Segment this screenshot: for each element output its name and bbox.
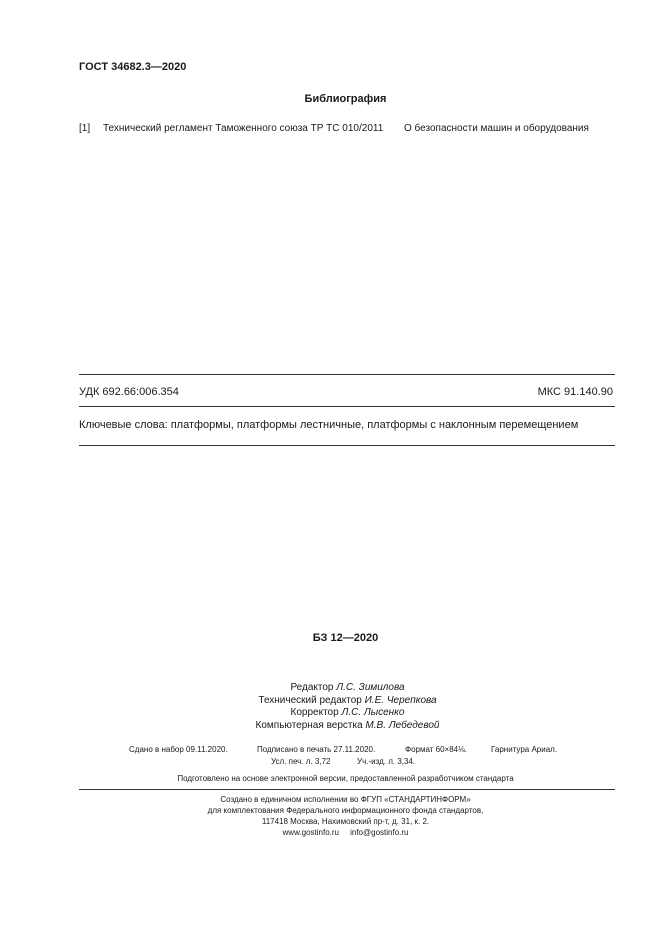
print-font: Гарнитура Ариал.	[491, 745, 558, 754]
bibliography-entry-title: О безопасности машин и оборудования	[404, 123, 589, 134]
divider-bottom	[79, 445, 615, 446]
credit-tech-editor: Технический редактор И.Е. Черепкова	[258, 694, 437, 706]
credit-proofreader: Корректор Л.С. Лысенко	[290, 707, 405, 718]
divider-top	[79, 374, 615, 375]
print-sheets: Усл. печ. л. 3,72	[271, 757, 331, 766]
bibliography-entry-document: Технический регламент Таможенного союза ТР ТС 010/2011	[103, 123, 384, 134]
credit-editor: Редактор Л.С. Зимилова	[290, 682, 405, 693]
print-signed: Подписано в печать 27.11.2020.	[257, 745, 376, 754]
divider-middle	[79, 406, 615, 407]
print-submitted: Сдано в набор 09.11.2020.	[129, 745, 228, 754]
bibliography-entry-number: [1]	[79, 123, 91, 134]
issue-number: БЗ 12—2020	[312, 632, 379, 644]
publisher-contacts: www.gostinfo.ru info@gostinfo.ru	[282, 828, 409, 837]
publisher-address: 117418 Москва, Нахимовский пр-т, д. 31, к. 2.	[261, 817, 430, 826]
publisher-block	[0, 794, 661, 838]
publisher-line: Создано в единичном исполнении во ФГУП «СТАНДАРТИНФОРМ»	[220, 795, 471, 804]
divider-publisher	[79, 789, 615, 790]
prepared-note: Подготовлено на основе электронной версии, предоставленной разработчиком стандарта	[177, 774, 514, 783]
publisher-sheets: Уч.-изд. л. 3,34.	[357, 757, 416, 766]
standard-code: ГОСТ 34682.3—2020	[79, 61, 187, 73]
mks-code: МКС 91.140.90	[537, 386, 613, 398]
keywords: Ключевые слова: платформы, платформы лестничные, платформы с наклонным перемещением	[79, 419, 579, 431]
print-format: Формат 60×84⅛.	[405, 745, 468, 754]
credits-block	[0, 682, 661, 732]
udk-code: УДК 692.66:006.354	[79, 386, 179, 398]
bibliography-title: Библиография	[304, 93, 387, 105]
credit-layout: Компьютерная верстка М.В. Лебедевой	[255, 719, 440, 731]
publisher-line: для комплектования Федерального информационного фонда стандартов,	[207, 806, 484, 815]
